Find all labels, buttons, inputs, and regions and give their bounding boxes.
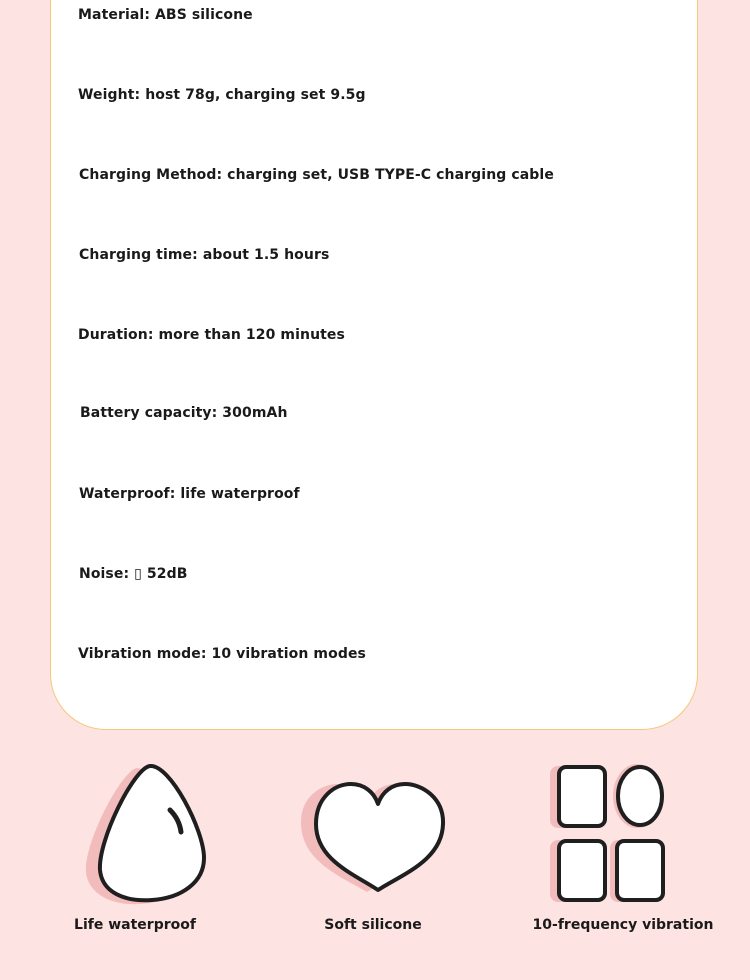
feature-label: Soft silicone — [324, 917, 422, 933]
spec-noise: Noise: ▯ 52dB — [79, 566, 188, 582]
feature-life-waterproof — [10, 760, 260, 960]
heart-icon — [248, 760, 498, 910]
spec-vibration-mode: Vibration mode: 10 vibration modes — [78, 646, 366, 662]
spec-charging-time: Charging time: about 1.5 hours — [79, 247, 330, 263]
feature-soft-silicone — [248, 760, 498, 960]
feature-label: 10-frequency vibration — [532, 917, 714, 933]
water-drop-icon — [10, 760, 260, 910]
spec-charging-method: Charging Method: charging set, USB TYPE-C charging cable — [79, 167, 554, 183]
spec-waterproof: Waterproof: life waterproof — [79, 486, 300, 502]
feature-label: Life waterproof — [74, 917, 196, 933]
spec-card — [50, 0, 698, 730]
feature-10-frequency-vibration — [498, 760, 748, 960]
spec-duration: Duration: more than 120 minutes — [78, 327, 345, 343]
spec-material: Material: ABS silicone — [78, 7, 253, 23]
spec-battery-capacity: Battery capacity: 300mAh — [80, 405, 288, 421]
vibration-modes-icon — [498, 760, 748, 910]
spec-weight: Weight: host 78g, charging set 9.5g — [78, 87, 366, 103]
